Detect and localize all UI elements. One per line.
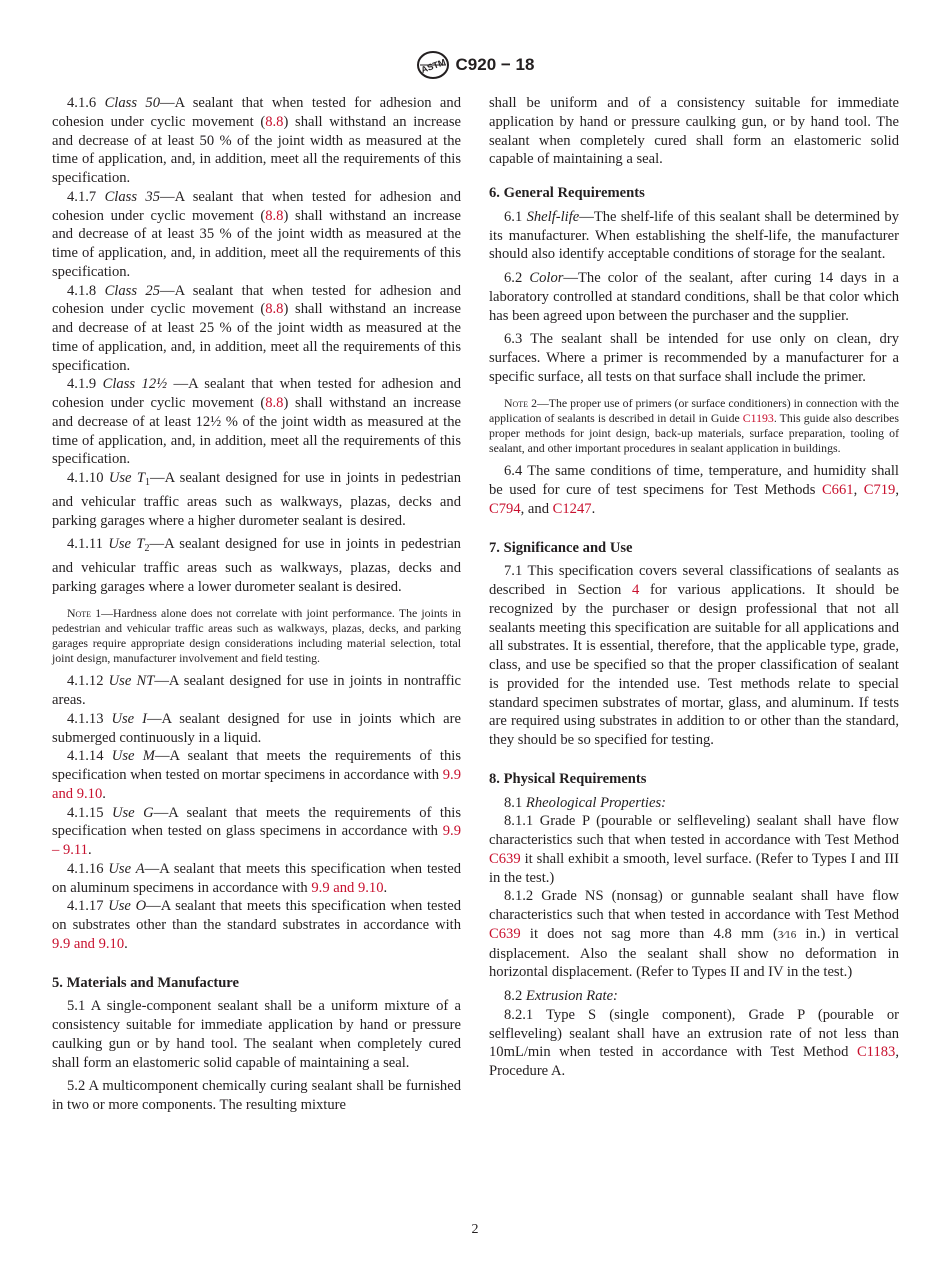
para-7-1: 7.1 This specification covers several classifications of sealants as described in Section 4 for various applications. It should be recognized by the purchaser or design professional that not all sealants meeting this specification are suitable for all applications and all substrates. It is essential, therefore, that the applicable type, grade, class, and use be specified so that the proper classification of sealant is provided for the intended use. Test methods relate to special standard specimen substrates of mortar, glass, and aluminum. If tests are required using substrates in addition to or other than the standard, they should be so specified for testing.: [489, 563, 899, 749]
section-5-heading: 5. Materials and Manufacture: [52, 974, 239, 991]
ref-link[interactable]: C794: [489, 500, 521, 517]
right-column: [489, 94, 899, 1081]
note-1: Note 1—Hardness alone does not correlate with joint performance. The joints in pedestrian and vehicular traffic areas such as walkways, plazas, decks, and parking garages require appropriate design considerations including material selection, total joint design, manufacturer involvement and field testing.: [52, 605, 461, 666]
para-4-1-8: 4.1.8 Class 25—A sealant that when tested for adhesion and cohesion under cyclic movement (8.8) shall withstand an increase and decrease of at least 25 % of the joint width as measured at the time of application, and, in addition, meet all the requirements of this specification.: [52, 282, 461, 374]
ref-link[interactable]: 9.9 – 9.11: [52, 823, 461, 859]
ref-link[interactable]: C1193: [742, 410, 774, 425]
page-header: [0, 50, 950, 80]
para-4-1-11: 4.1.11 Use $T_2—A$ sealant designed for use in joints in pedestrian and vehicular traffic areas such as walkways, plazas, decks and parking garages where a lower durometer sealant is desired.: [52, 536, 461, 595]
para-4-1-12: 4.1.12 Use NT—A sealant designed for use in joints in nontraffic areas.: [52, 673, 461, 709]
ref-link[interactable]: C1183: [856, 1044, 896, 1061]
para-8-2-1: 8.2.1 Type S (single component), Grade P (pourable or selfleveling) sealant shall have an extrusion rate of not less than 10mL/min when tested in accordance with Test Method C1183, Procedure A.: [489, 1006, 899, 1080]
para-4-1-14: 4.1.14 Use M—A sealant that meets the requirements of this specification when tested on mortar specimens in accordance with 9.9 and 9.10.: [52, 748, 461, 802]
ref-link[interactable]: 8.8: [265, 113, 284, 130]
ref-link[interactable]: C639: [489, 925, 521, 942]
para-4-1-16: 4.1.16 Use A—A sealant that meets this specification when tested on aluminum specimens in accordance with 9.9 and 9.10.: [52, 860, 461, 896]
ref-link[interactable]: 9.9 and 9.10: [311, 879, 384, 896]
para-4-1-9: 4.1.9 Class 12½ —A sealant that when tested for adhesion and cohesion under cyclic movement (8.8) shall withstand an increase and decrease of at least 12½ % of the joint width as measured at the time of application, and, in addition, meet all the requirements of this specification.: [52, 376, 461, 468]
para-5-1: 5.1 A single-component sealant shall be a uniform mixture of a consistency suitable for immediate application by hand or pressure caulking gun or by hand tool. The sealant when completely cured shall form an elastomeric solid capable of maintaining a seal.: [52, 998, 461, 1071]
para-5-2: 5.2 A multicomponent chemically curing sealant shall be furnished in two or more components. The resulting mixture: [52, 1078, 461, 1114]
para-6-1: 6.1 Shelf-life—The shelf-life of this sealant shall be determined by its manufacturer. When establishing the shelf-life, the manufacturer should also identify acceptable conditions of storage for the sealant.: [489, 208, 899, 263]
ref-link[interactable]: C719: [863, 482, 896, 499]
para-8-2: 8.2 Extrusion Rate:: [504, 988, 618, 1005]
left-column: [52, 94, 461, 1115]
ref-link[interactable]: 8.8: [265, 395, 284, 411]
para-8-1: 8.1 Rheological Properties:: [504, 794, 667, 811]
para-6-4: 6.4 The same conditions of time, temperature, and humidity shall be used for cure of test specimens for Test Methods C661, C719, C794, and C1247.: [489, 463, 900, 517]
ref-link[interactable]: 9.9 and 9.10: [52, 935, 125, 952]
para-6-3: 6.3 The sealant shall be intended for use only on clean, dry surfaces. Where a primer is recommended by a manufacturer for a specific surface, all tests on that surface shall include the primer.: [489, 331, 899, 385]
ref-link[interactable]: 8.8: [265, 301, 284, 318]
para-8-1-2: 8.1.2 Grade NS (nonsag) or gunnable sealant shall have flow characteristics such that when tested in accordance with Test Method C639 it does not sag more than 4.8 mm (3⁄16 in.) in vertical displacement. Also the sealant shall show no deformation in horizontal displacement. (Refer to Types II and IV in the test.): [489, 888, 899, 981]
para-4-1-7: 4.1.7 Class 35—A sealant that when tested for adhesion and cohesion under cyclic movement (8.8) shall withstand an increase and decrease of at least 35 % of the joint width as measured at the time of application, and, in addition, meet all the requirements of this specification.: [52, 188, 461, 280]
para-4-1-15: 4.1.15 Use G—A sealant that meets the requirements of this specification when tested on glass specimens in accordance with 9.9 – 9.11.: [52, 804, 462, 859]
ref-link[interactable]: C1247: [552, 500, 592, 517]
section-8-heading: 8. Physical Requirements: [489, 770, 647, 787]
ref-link[interactable]: C661: [821, 482, 854, 499]
astm-logo-icon: [416, 50, 450, 80]
ref-link[interactable]: C639: [489, 850, 521, 867]
para-4-1-6: 4.1.6 Class 50—A sealant that when tested for adhesion and cohesion under cyclic movement (8.8) shall withstand an increase and decrease of at least 50 % of the joint width as measured at the time of application, and, in addition, meet all the requirements of this specification.: [52, 95, 461, 186]
ref-link[interactable]: 9.9 and 9.10: [52, 767, 461, 802]
ref-link[interactable]: 8.8: [265, 207, 284, 224]
para-5-2-continued: shall be uniform and of a consistency suitable for immediate application by hand or pressure caulking gun, or by hand tool. The sealant when completely cured shall form an elastomeric solid capable of maintaining a seal.: [489, 95, 899, 168]
note-2: Note 2—The proper use of primers (or surface conditioners) in connection with the application of sealants is described in detail in Guide C1193. This guide also describes proper methods for joint design, back-up materials, surface preparation, tooling of sealant, and other important procedures in sealant application in buildings.: [489, 395, 899, 456]
para-4-1-13: 4.1.13 Use I—A sealant designed for use in joints which are submerged continuously in a liquid.: [52, 710, 461, 746]
para-4-1-17: 4.1.17 Use O—A sealant that meets this specification when tested on substrates other than the standard substrates in accordance with 9.9 and 9.10.: [52, 898, 462, 952]
para-8-1-1: 8.1.1 Grade P (pourable or selfleveling) sealant shall have flow characteristics such that when tested in accordance with Test Method C639 it shall exhibit a smooth, level surface. (Refer to Types I and III in the test.): [489, 813, 899, 886]
svg-text:ASTM: ASTM: [419, 56, 447, 75]
page-number: 2: [471, 1222, 479, 1237]
section-6-heading: 6. General Requirements: [489, 185, 645, 201]
section-7-heading: 7. Significance and Use: [489, 539, 633, 556]
para-6-2: 6.2 Color—The color of the sealant, after curing 14 days in a laboratory controlled at standard conditions, shall be that color which has been agreed upon between the purchaser and the supplier.: [489, 270, 899, 324]
document-id: C920 − 18: [455, 55, 535, 74]
para-4-1-10: 4.1.10 Use $T_1—A$ sealant designed for use in joints in pedestrian and vehicular traffic areas such as walkways, plazas, decks and parking garages where a higher durometer sealant is desired.: [52, 470, 461, 529]
ref-link[interactable]: 4: [632, 582, 640, 599]
